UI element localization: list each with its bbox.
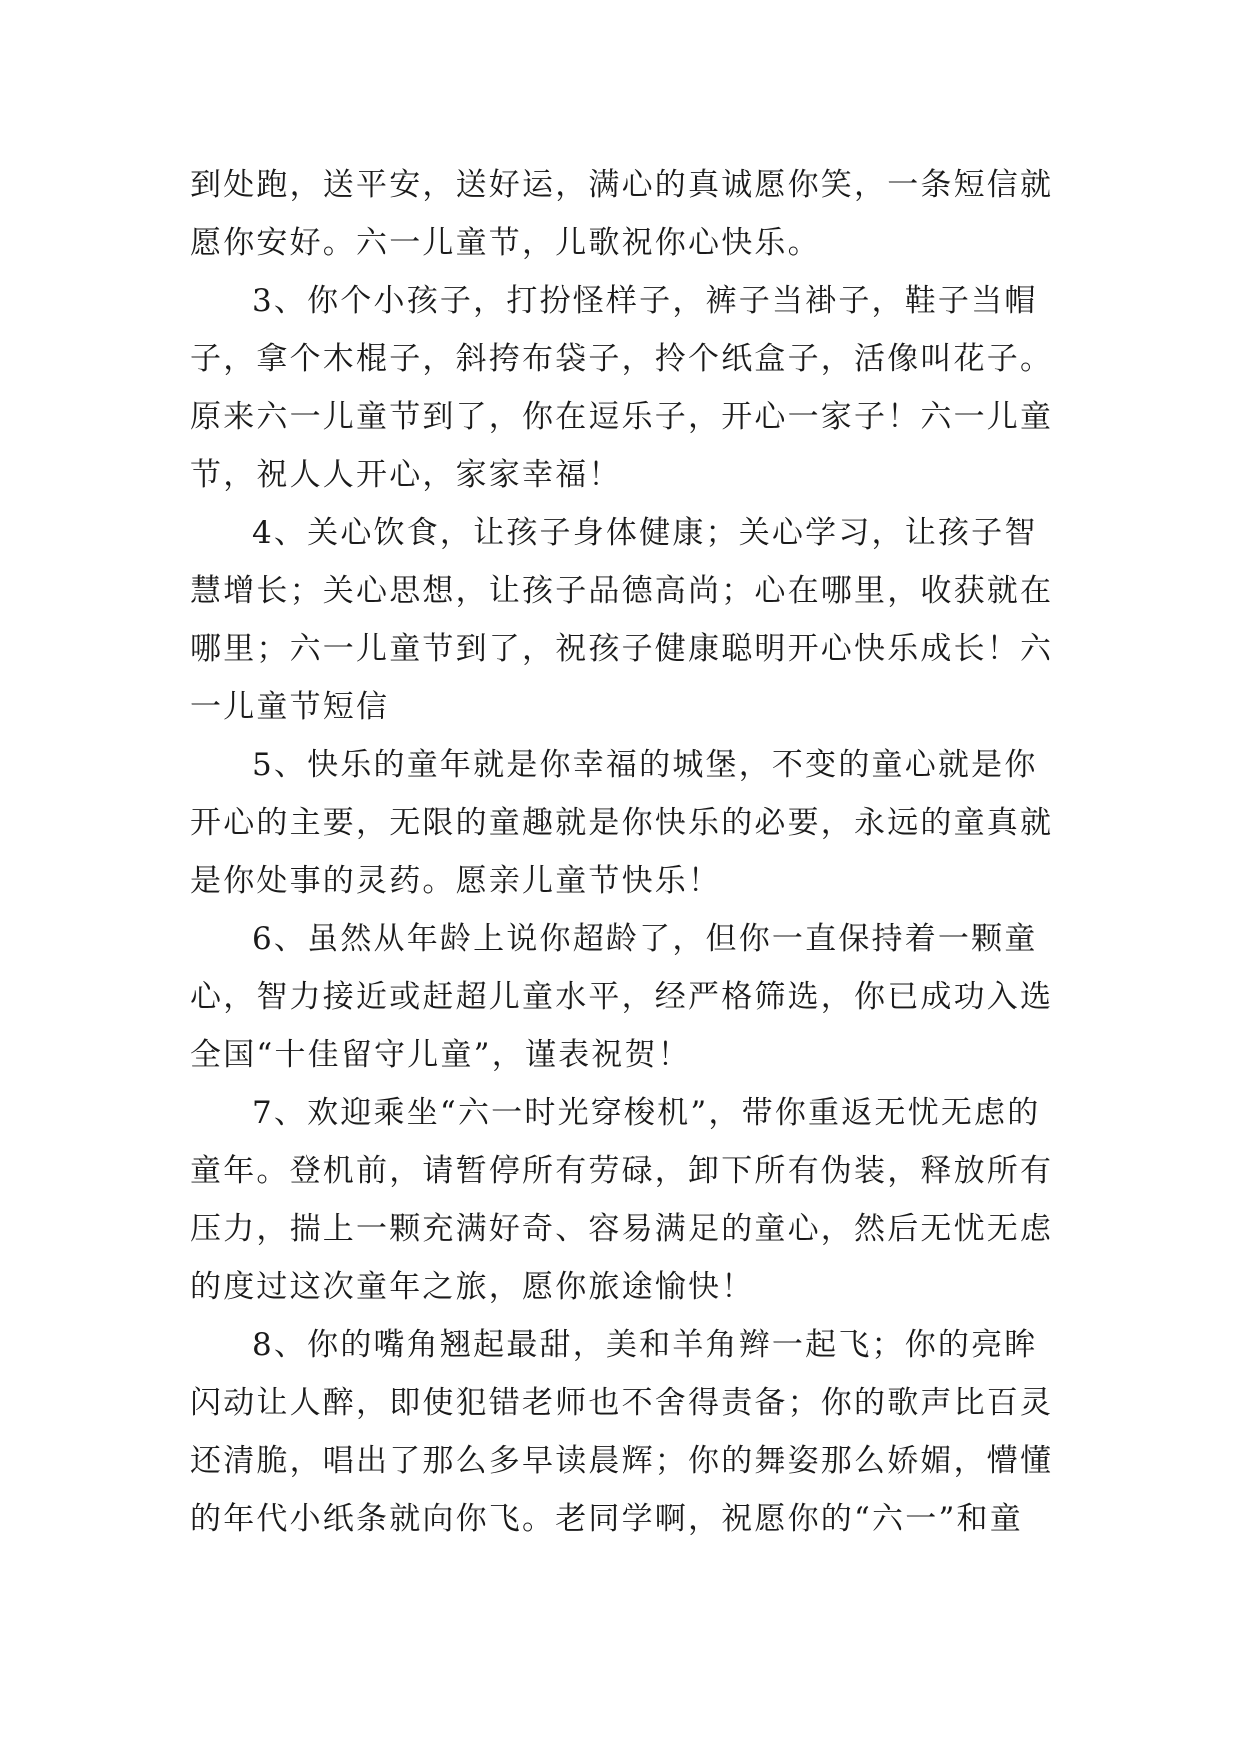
text-line: 4、关心饮食，让孩子身体健康；关心学习，让孩子智 — [252, 515, 1038, 551]
text-line: 6、虽然从年龄上说你超龄了，但你一直保持着一颗童 — [252, 921, 1038, 957]
text-line: 还清脆，唱出了那么多早读晨辉；你的舞姿那么娇媚，懵懂 — [190, 1443, 1054, 1479]
text-line: 开心的主要，无限的童趣就是你快乐的必要，永远的童真就 — [190, 805, 1054, 841]
text-line: 压力，揣上一颗充满好奇、容易满足的童心，然后无忧无虑 — [190, 1211, 1054, 1247]
text-line: 是你处事的灵药。愿亲儿童节快乐！ — [190, 863, 722, 899]
text-line: 慧增长；关心思想，让孩子品德高尚；心在哪里，收获就在 — [190, 573, 1054, 609]
text-line: 到处跑，送平安，送好运，满心的真诚愿你笑，一条短信就 — [190, 167, 1054, 203]
text-line: 5、快乐的童年就是你幸福的城堡，不变的童心就是你 — [252, 747, 1038, 783]
text-line: 愿你安好。六一儿童节，儿歌祝你心快乐。 — [190, 225, 821, 261]
text-line: 原来六一儿童节到了，你在逗乐子，开心一家子！六一儿童 — [190, 399, 1054, 435]
text-line: 童年。登机前，请暂停所有劳碌，卸下所有伪装，释放所有 — [190, 1153, 1054, 1189]
text-line: 一儿童节短信 — [190, 689, 390, 725]
text-line: 闪动让人醉，即使犯错老师也不舍得责备；你的歌声比百灵 — [190, 1385, 1054, 1421]
text-line: 节，祝人人开心，家家幸福！ — [190, 457, 622, 493]
text-line: 心，智力接近或赶超儿童水平，经严格筛选，你已成功入选 — [190, 979, 1054, 1015]
text-line: 全国“十佳留守儿童”，谨表祝贺！ — [190, 1037, 691, 1073]
text-line: 3、你个小孩子，打扮怪样子，裤子当褂子，鞋子当帽 — [252, 283, 1038, 319]
text-line: 的年代小纸条就向你飞。老同学啊，祝愿你的“六一”和童 — [190, 1501, 1023, 1537]
text-line: 7、欢迎乘坐“六一时光穿梭机”，带你重返无忧无虑的 — [252, 1095, 1041, 1131]
document-body — [190, 156, 1054, 1548]
text-line: 哪里；六一儿童节到了，祝孩子健康聪明开心快乐成长！六 — [190, 631, 1054, 667]
text-line: 的度过这次童年之旅，愿你旅途愉快！ — [190, 1269, 755, 1305]
text-line: 8、你的嘴角翘起最甜，美和羊角辫一起飞；你的亮眸 — [252, 1327, 1038, 1363]
text-line: 子，拿个木棍子，斜挎布袋子，拎个纸盒子，活像叫花子。 — [190, 341, 1054, 377]
